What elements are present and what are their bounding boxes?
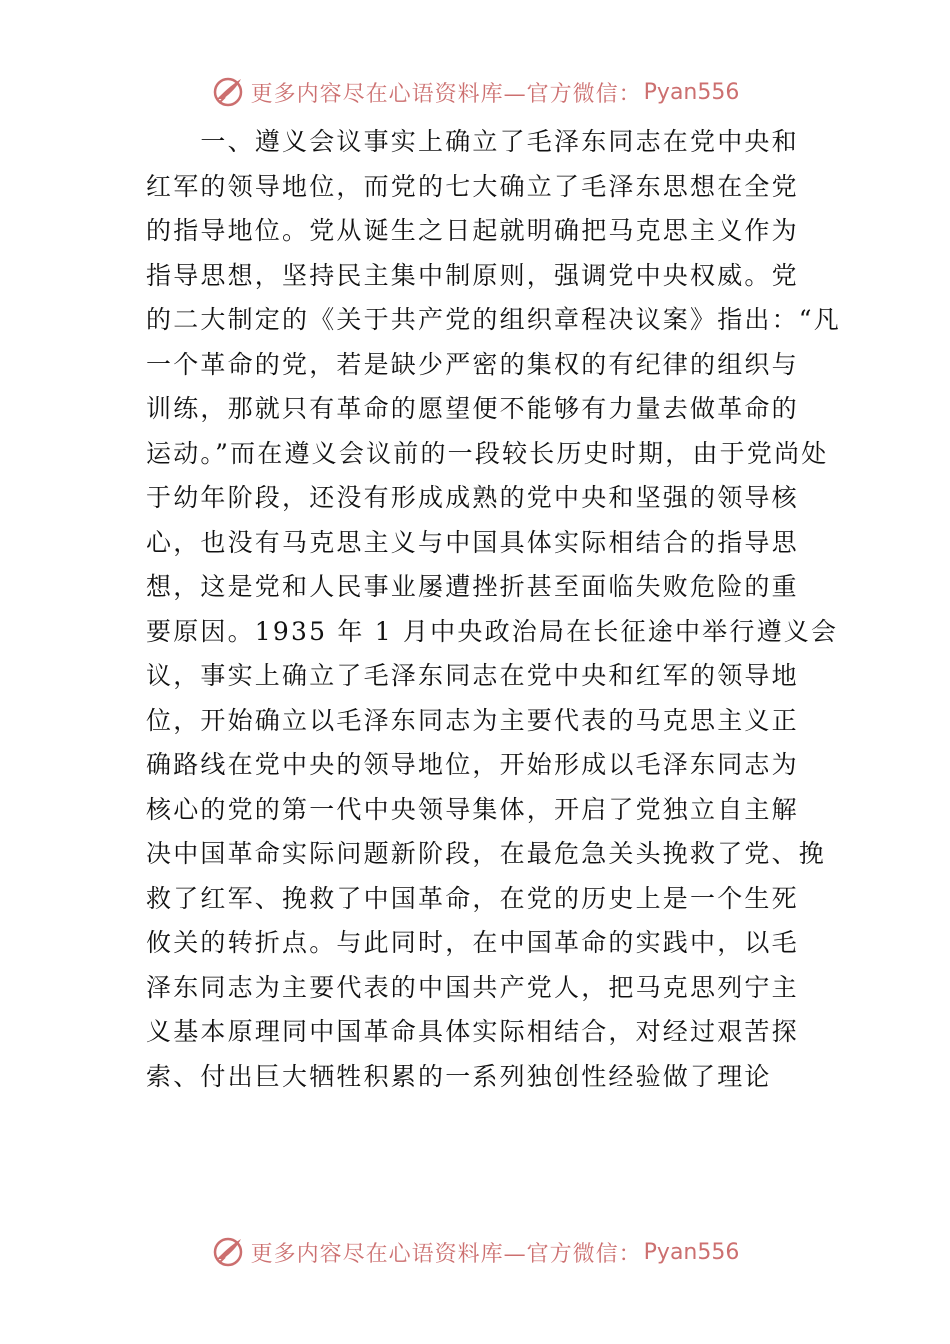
body-line: 救了红军、挽救了中国革命，在党的历史上是一个生死 bbox=[146, 883, 799, 913]
body-line: 一个革命的党，若是缺少严密的集权的有纪律的组织与 bbox=[146, 349, 799, 379]
body-line: 核心的党的第一代中央领导集体，开启了党独立自主解 bbox=[146, 794, 799, 824]
body-line: 训练，那就只有革命的愿望便不能够有力量去做革命的 bbox=[146, 394, 799, 423]
body-line: 运动。”而在遵义会议前的一段较长历史时期，由于党尚处 bbox=[146, 438, 829, 468]
body-line: 确路线在党中央的领导地位，开始形成以毛泽东同志为 bbox=[146, 750, 799, 779]
body-line: 的二大制定的《关于共产党的组织章程决议案》指出：“凡 bbox=[146, 305, 841, 334]
quill-logo-icon bbox=[211, 75, 245, 109]
body-line: 于幼年阶段，还没有形成成熟的党中央和坚强的领导核 bbox=[146, 483, 799, 512]
body-line: 决中国革命实际问题新阶段，在最危急关头挽救了党、挽 bbox=[146, 839, 827, 868]
watermark-wechat-id: Pyan556 bbox=[643, 1239, 740, 1265]
body-line: 义基本原理同中国革命具体实际相结合，对经过艰苦探 bbox=[146, 1017, 799, 1046]
body-line: 泽东同志为主要代表的中国共产党人，把马克思列宁主 bbox=[146, 972, 799, 1002]
body-line: 索、付出巨大牺牲积累的一系列独创性经验做了理论 bbox=[146, 1061, 772, 1091]
body-line: 议，事实上确立了毛泽东同志在党中央和红军的领导地 bbox=[146, 661, 799, 690]
body-line: 红军的领导地位，而党的七大确立了毛泽东思想在全党 bbox=[146, 171, 799, 201]
watermark-text: 更多内容尽在心语资料库—官方微信： bbox=[250, 81, 642, 107]
body-line: 想，这是党和人民事业屡遭挫折甚至面临失败危险的重 bbox=[146, 572, 799, 601]
body-line: 指导思想，坚持民主集中制原则，强调党中央权威。党 bbox=[146, 260, 799, 290]
header-watermark bbox=[0, 72, 950, 112]
quill-logo-icon bbox=[211, 1235, 245, 1269]
body-line: 攸关的转折点。与此同时，在中国革命的实践中，以毛 bbox=[146, 928, 799, 957]
body-line: 的指导地位。党从诞生之日起就明确把马克思主义作为 bbox=[146, 216, 799, 245]
body-line: 心，也没有马克思主义与中国具体实际相结合的指导思 bbox=[146, 527, 799, 557]
watermark-text: 更多内容尽在心语资料库—官方微信： bbox=[250, 1241, 642, 1267]
document-body bbox=[146, 120, 841, 1099]
body-line: 一、遵义会议事实上确立了毛泽东同志在党中央和 bbox=[146, 127, 799, 156]
footer-watermark bbox=[0, 1232, 950, 1272]
watermark-wechat-id: Pyan556 bbox=[643, 79, 740, 105]
body-line: 要原因。1935 年 1 月中央政治局在长征途中举行遵义会 bbox=[146, 616, 839, 646]
body-line: 位，开始确立以毛泽东同志为主要代表的马克思主义正 bbox=[146, 705, 799, 735]
